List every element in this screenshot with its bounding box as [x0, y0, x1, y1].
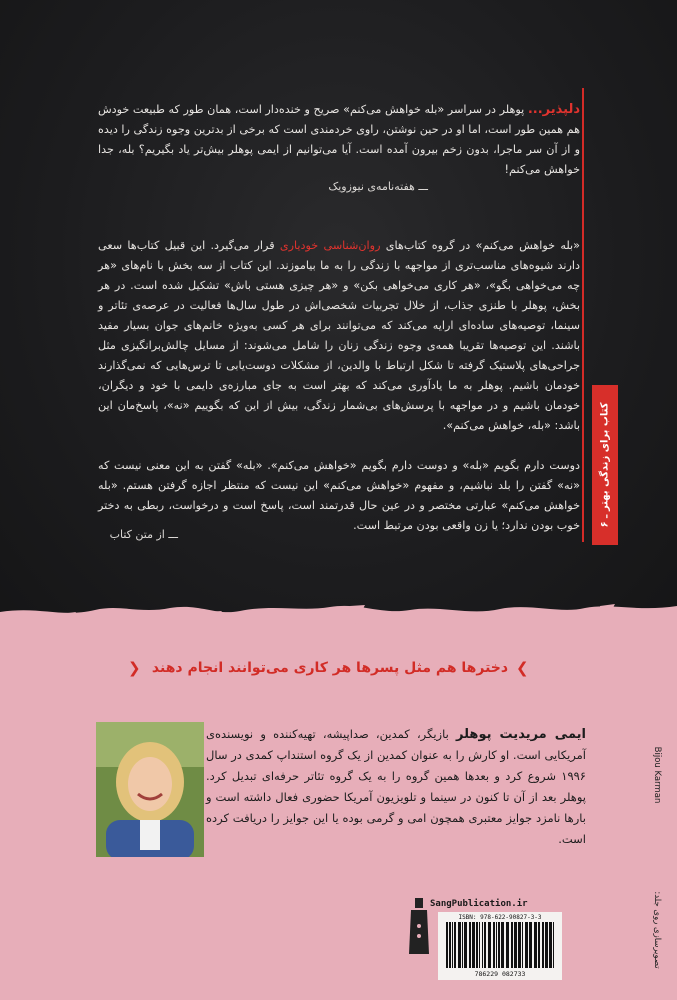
- author-photo: [96, 722, 204, 857]
- publisher-logo-icon: [408, 896, 430, 956]
- author-bio-text: بازیگر، کمدین، صداپیشه، تهیه‌کننده و نویسنده‌ی آمریکایی است. او کارش را به عنوان کمدین از یک گروه استنداپ کمدی در سال ۱۹۹۶ شروع کرد و بعدها همین گروه را به یک گروه تئاتر حرفه‌ای تبدیل کرد. پوهلر بعد از آن تا کنون در سینما و تلویزیون آمریکا حضوری فعال داشته است و بارها نامزد جوایز معتبری همچون امی و گرمی بوده یا این جوایز را دریافت کرده است.: [206, 727, 586, 846]
- description-start: «بله خواهش می‌کنم» در گروه کتاب‌های: [380, 239, 580, 252]
- author-bio: [206, 724, 586, 850]
- excerpt-source: ـــ از متن کتاب: [109, 528, 178, 541]
- book-description: [98, 236, 580, 436]
- isbn-barcode: [438, 912, 562, 980]
- review-source: ـــ هفته‌نامه‌ی نیوزویک: [328, 180, 428, 193]
- series-label-text: کتاب برای زندگی بهتر ـ ۶: [599, 402, 611, 528]
- publisher-website: SangPublication.ir: [430, 899, 528, 909]
- review-quote: [98, 100, 580, 180]
- illustrator-name: Bijou Karman: [652, 746, 662, 804]
- author-name: ایمی مریدیت پوهلر: [456, 727, 586, 742]
- description-rest: قرار می‌گیرد. این قبیل کتاب‌ها سعی دارند شیوه‌های مناسب‌تری از مواجهه با زندگی را به ما بیاموزند. این کتاب از سه بخش با نام‌های «هر چه می‌خواهی بگو»، «هر کاری می‌خواهی بکن» و «هر چیزی هستی باش» تشکیل شده است. در هر بخش، پوهلر با طنزی جذاب، از خلال تجربیات شخصی‌اش در طول سال‌ها فعالیت در عرصه‌ی تئاتر و سینما، توصیه‌های ساده‌ای ارایه می‌کند که می‌توانند برای هر کسی به‌ویژه خانم‌های جوان بسیار مفید باشند. این توصیه‌ها تقریبا همه‌ی وجوه زندگی زنان را شامل می‌شوند: از مسایل چالش‌برانگیزی مثل جراحی‌های پلاستیک گرفته تا شکل ارتباط با والدین، از مشکلات دوست‌یابی تا ترس‌هایی که نمی‌گذارند خودمان باشیم. پوهلر به ما یادآوری می‌کند که بهتر است به جای مبارزه‌ی دایمی با خود و دیگران، خودمان باشیم و در مواجهه با پرسش‌های بی‌شمار زندگی، بیش از این که بگوییم «نه»، پاسخ‌مان این باشد: «بله، خواهش می‌کنم».: [98, 239, 580, 432]
- flourish-icon-right: ❮: [516, 659, 529, 677]
- cover-credit-fa: [646, 870, 668, 990]
- illustrator-label: تصویرسازی روی جلد:: [652, 891, 662, 969]
- red-vertical-rule: [582, 88, 584, 542]
- cover-credit-en: [646, 670, 668, 880]
- flourish-icon-left: ❯: [128, 659, 141, 677]
- barcode-digits: 786229 082733: [474, 970, 526, 978]
- description-highlight: روان‌شناسی خودیاری: [279, 239, 381, 252]
- book-excerpt: دوست دارم بگویم «بله» و دوست دارم بگویم «خواهش می‌کنم». «بله» گفتن به این معنی نیست که «نه» گفتن را بلد نباشیم، و مفهوم «خواهش می‌کنم» این نیست که منتظر اجازه گرفتن هستم. «بله خواهش می‌کنم» عبارتی مختصر و در عین حال قدرتمند است، پاسخ است و درخواست، ربطی به دختر خوب بودن ندارد؛ یا زن واقعی بودن مرتبط است.: [98, 459, 580, 532]
- review-lead: دلپذیر...: [527, 102, 580, 117]
- isbn-number: ISBN: 978-622-90827-3-3: [458, 914, 542, 921]
- series-label-tab: [592, 385, 618, 545]
- headline: دخترها هم مثل پسرها هر کاری می‌توانند انجام دهند: [151, 660, 509, 676]
- review-text: پوهلر در سراسر «بله خواهش می‌کنم» صریح و خنده‌دار است، همان طور که طبیعت خودش هم همین طور است، اما او در حین نوشتن، راوی خردمندی است که برخی از بدترین وجوه زندگی را دیده و از آن سر ماجرا، بدون زخم بیرون آمده است. آیا می‌توانیم از ایمی پوهلر بیش‌تر یاد بگیریم؟ بله، جدا خواهش می‌کنم!: [98, 103, 580, 176]
